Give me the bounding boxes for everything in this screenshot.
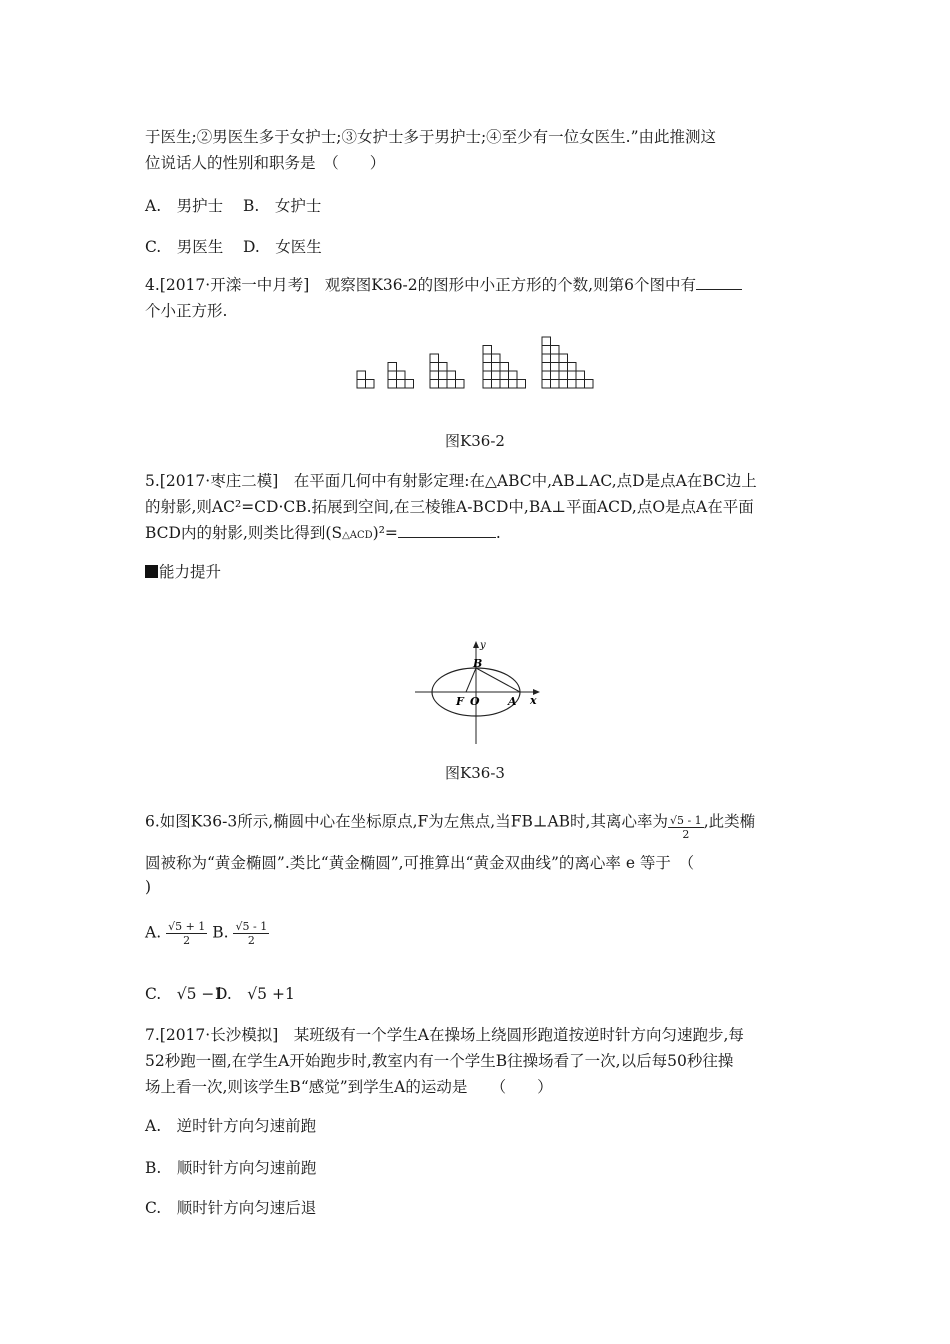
- q4-line-1: [145, 272, 805, 298]
- q6-option-ab: [145, 920, 269, 947]
- q7-option-c: C. 顺时针方向匀速后退: [145, 1199, 317, 1217]
- small-square: [483, 380, 492, 389]
- q6-option-d: D. √5 +1: [215, 985, 295, 1003]
- q6-option-a-num: √5 + 1: [168, 920, 206, 933]
- small-square: [576, 380, 585, 389]
- q5-answer-blank: [398, 523, 496, 538]
- q4-line-2: 个小正方形.: [145, 302, 228, 320]
- q6-option-c: C. √5 −1: [145, 985, 225, 1003]
- small-square: [517, 380, 526, 389]
- small-square: [551, 371, 560, 380]
- q6-line-3: ): [145, 878, 152, 896]
- small-square: [456, 380, 465, 389]
- small-square: [357, 371, 366, 380]
- q5-subscript: △ACD: [342, 530, 373, 541]
- small-square: [388, 363, 397, 372]
- small-square: [357, 380, 366, 389]
- small-square: [439, 380, 448, 389]
- q6-eccentricity-fraction: [668, 814, 704, 841]
- small-square: [542, 354, 551, 363]
- figure-k36-3-caption: 图K36-3: [445, 764, 505, 782]
- small-square: [430, 380, 439, 389]
- fig3-label-a: A: [508, 695, 517, 708]
- small-square: [551, 380, 560, 389]
- q7-option-b: B. 顺时针方向匀速前跑: [145, 1159, 317, 1177]
- small-square: [492, 363, 501, 372]
- q5-line-3-text: BCD内的射影,则类比得到(S: [145, 524, 343, 542]
- q3-line-1: 于医生;②男医生多于女护士;③女护士多于男护士;④至少有一位女医生.”由此推测这: [145, 128, 717, 146]
- small-square: [559, 354, 568, 363]
- small-square: [542, 346, 551, 355]
- small-square: [551, 363, 560, 372]
- small-square: [492, 371, 501, 380]
- q4-answer-blank: [696, 275, 742, 290]
- staircase-figure: [388, 363, 414, 389]
- small-square: [483, 354, 492, 363]
- q5-line-2: 的射影,则AC²=CD·CB.拓展到空间,在三棱锥A-BCD中,BA⊥平面ACD,点O是点A在平面: [145, 498, 754, 516]
- fig3-label-o: O: [470, 695, 480, 708]
- staircase-figure: [430, 354, 464, 388]
- small-square: [397, 380, 406, 389]
- small-square: [585, 380, 594, 389]
- q6-line-1-end: ,此类椭: [703, 812, 756, 831]
- fig3-label-y: y: [480, 640, 486, 651]
- q6-line-2: 圆被称为“黄金椭圆”.类比“黄金椭圆”,可推算出“黄金双曲线”的离心率 e 等于 （: [145, 854, 695, 872]
- small-square: [439, 371, 448, 380]
- section-title: 能力提升: [159, 563, 222, 581]
- q3-option-b: B. 女护士: [243, 197, 322, 215]
- figure-k36-3: [0, 632, 950, 752]
- q7-line-3: 场上看一次,则该学生B“感觉”到学生A的运动是 （ ）: [145, 1078, 553, 1096]
- small-square: [500, 380, 509, 389]
- q6-line-1: [145, 804, 805, 841]
- small-square: [542, 363, 551, 372]
- small-square: [439, 363, 448, 372]
- q6-option-b-label: B.: [212, 923, 229, 942]
- section-header: [145, 560, 221, 582]
- small-square: [430, 363, 439, 372]
- section-square-icon: [145, 565, 158, 578]
- small-square: [559, 380, 568, 389]
- q6-line-1-text: 6.如图K36-3所示,椭圆中心在坐标原点,F为左焦点,当FB⊥AB时,其离心率为: [145, 812, 668, 831]
- small-square: [430, 354, 439, 363]
- staircase-figure: [542, 337, 593, 388]
- staircase-figure: [357, 371, 374, 388]
- small-square: [492, 354, 501, 363]
- small-square: [447, 380, 456, 389]
- q6-option-a-den: 2: [183, 934, 191, 947]
- small-square: [397, 371, 406, 380]
- q3-option-d: D. 女医生: [243, 238, 322, 256]
- q6-fraction-numerator: √5 - 1: [669, 814, 702, 827]
- figure-k36-2-caption: 图K36-2: [445, 432, 505, 450]
- small-square: [447, 371, 456, 380]
- small-square: [542, 380, 551, 389]
- small-square: [551, 354, 560, 363]
- small-square: [366, 380, 375, 389]
- q6-option-b-fraction: [233, 920, 269, 947]
- q6-option-b-den: 2: [247, 934, 255, 947]
- q7-option-a: A. 逆时针方向匀速前跑: [145, 1117, 317, 1135]
- small-square: [559, 363, 568, 372]
- small-square: [542, 371, 551, 380]
- fig3-label-x: x: [530, 694, 537, 707]
- q6-option-a-label: A.: [145, 923, 162, 942]
- q4-line-1-text: 4.[2017·开滦一中月考] 观察图K36-2的图形中小正方形的个数,则第6个图中有: [145, 276, 696, 294]
- small-square: [483, 371, 492, 380]
- q6-option-b-num: √5 - 1: [235, 920, 268, 933]
- small-square: [500, 371, 509, 380]
- q7-line-2: 52秒跑一圈,在学生A开始跑步时,教室内有一个学生B往操场看了一次,以后每50秒往操: [145, 1052, 734, 1070]
- q5-line-3-power: )²=: [372, 524, 398, 542]
- small-square: [405, 380, 414, 389]
- q5-line-3: [145, 520, 805, 549]
- q3-option-c: C. 男医生: [145, 238, 224, 256]
- small-square: [568, 363, 577, 372]
- small-square: [492, 380, 501, 389]
- small-square: [509, 371, 518, 380]
- small-square: [483, 346, 492, 355]
- figure-k36-2: [0, 334, 950, 394]
- staircase-figure: [483, 346, 526, 389]
- small-square: [388, 380, 397, 389]
- small-square: [430, 371, 439, 380]
- q5-line-3-end: .: [495, 524, 501, 542]
- small-square: [542, 337, 551, 346]
- small-square: [388, 371, 397, 380]
- q3-option-a: A. 男护士: [145, 197, 224, 215]
- q3-line-2: 位说话人的性别和职务是 （ ）: [145, 154, 386, 172]
- small-square: [500, 363, 509, 372]
- q6-option-a-fraction: [166, 920, 207, 947]
- small-square: [551, 346, 560, 355]
- fig3-label-f: F: [456, 695, 464, 708]
- fig3-label-b: B: [473, 657, 483, 670]
- small-square: [568, 380, 577, 389]
- q5-line-1: 5.[2017·枣庄二模] 在平面几何中有射影定理:在△ABC中,AB⊥AC,点D是点A在BC边上: [145, 472, 757, 490]
- small-square: [483, 363, 492, 372]
- small-square: [576, 371, 585, 380]
- small-square: [559, 371, 568, 380]
- q7-line-1: 7.[2017·长沙模拟] 某班级有一个学生A在操场上绕圆形跑道按逆时针方向匀速跑步,每: [145, 1026, 744, 1044]
- q6-fraction-denominator: 2: [682, 828, 690, 841]
- small-square: [509, 380, 518, 389]
- small-square: [568, 371, 577, 380]
